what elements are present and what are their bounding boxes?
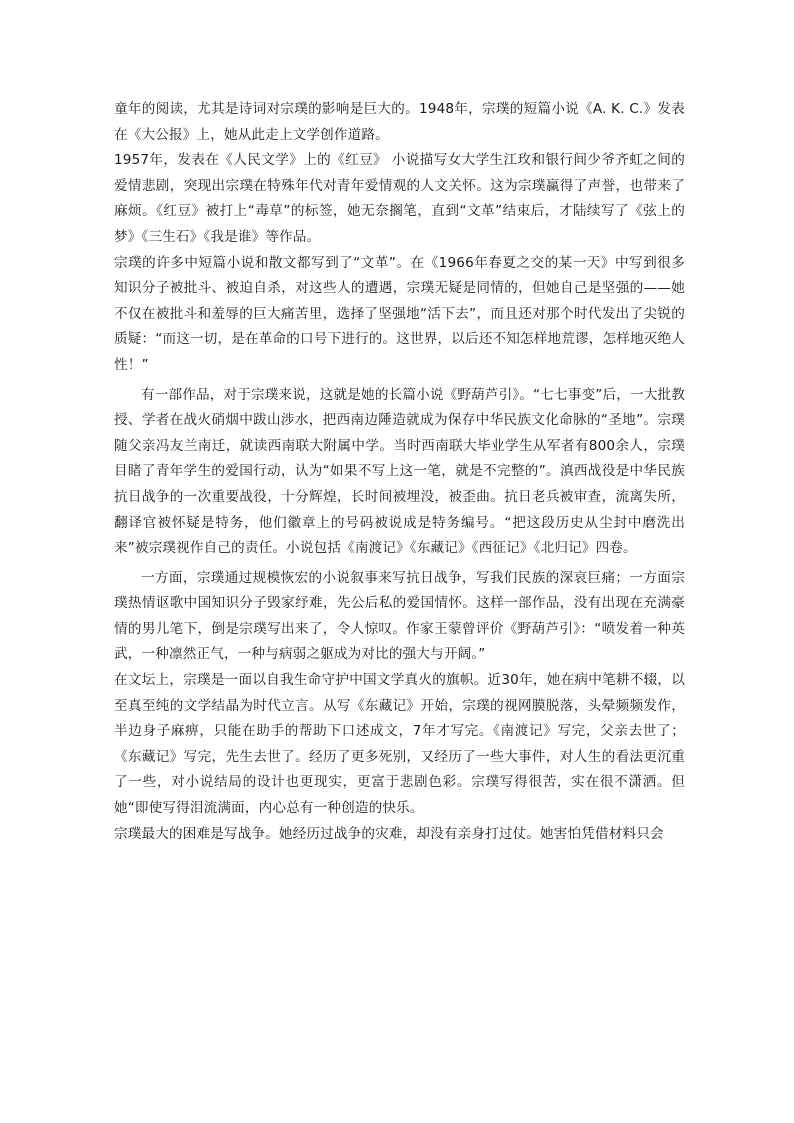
paragraph-childhood-reading: 童年的阅读，尤其是诗词对宗璞的影响是巨大的。1948年，宗璞的短篇小说《A. K. C.》发表在《大公报》上，她从此走上文学创作道路。 <box>114 101 685 143</box>
paragraph-red-beans: 1957年，发表在《人民文学》上的《红豆》 小说描写女大学生江玫和银行间少爷齐虹之间的爱情悲剧，突现出宗璞在特殊年代对青年爱情观的人文关怀。这为宗璞赢得了声誉，也带来了麻烦。《红豆》被打上“毒草”的标签，她无奈搁笔，直到“文革”结束后，才陆续写了《弦上的梦》《三生石》《我是谁》等作品。 <box>114 152 685 245</box>
document-body <box>114 97 685 847</box>
paragraph-wild-gourd-novel: 有一部作品，对于宗璞来说，这就是她的长篇小说《野葫芦引》。“七七事变”后，一大批教授、学者在战火硝烟中跋山涉水，把西南边陲造就成为保存中华民族文化命脉的“圣地”。宗璞随父亲冯友兰南迁，就读西南联大附属中学。当时西南联大毕业学生从军者有800余人，宗璞目睹了青年学生的爱国行动，认为“如果不写上这一笔，就是不完整的”。滇西战役是中华民族抗日战争的一次重要战役，十分辉煌，长时间被埋没，被歪曲。抗日老兵被审查，流离失所，翻译官被怀疑是特务，他们徽章上的号码被说成是特务编号。“把这段历史从尘封中磨洗出来”被宗璞视作自己的责任。小说包括《南渡记》《东藏记》《西征记》《北归记》四卷。 <box>114 386 685 557</box>
paragraph-cultural-revolution: 宗璞的许多中短篇小说和散文都写到了“文革”。在《1966年春夏之交的某一天》中写到很多知识分子被批斗、被迫自杀，对这些人的遭遇，宗璞无疑是同情的，但她自己是坚强的——她不仅在被批斗和羞辱的巨大痛苦里，选择了坚强地“活下去”，而且还对那个时代发出了尖锐的质疑：“而这一切，是在革命的口号下进行的。这世界，以后还不知怎样地荒谬，怎样地灭绝人性！” <box>114 254 685 373</box>
paragraph-anti-japanese-war: 一方面，宗璞通过规模恢宏的小说叙事来写抗日战争，写我们民族的深哀巨痛；一方面宗璞热情讴歌中国知识分子毁家纾难，先公后私的爱国情怀。这样一部作品，没有出现在充满豪情的男儿笔下，倒是宗璞写出来了，令人惊叹。作家王蒙曾评价《野葫芦引》：“喷发着一种英武，一种凛然正气，一种与病弱之躯成为对比的强大与开阔。” <box>114 569 685 663</box>
paragraph-literary-banner: 在文坛上，宗璞是一面以自我生命守护中国文学真火的旗帜。近30年，她在病中笔耕不辍，以至真至纯的文学结晶为时代立言。从写《东藏记》开始，宗璞的视网膜脱落，头晕频频发作，半边身子麻痹，只能在助手的帮助下口述成文，7年才写完。《南渡记》写完，父亲去世了；《东藏记》写完，先生去世了。经历了更多死别，又经历了一些大事件，对人生的看法更沉重了一些，对小说结局的设计也更现实，更富于悲剧色彩。宗璞写得很苦，实在很不潇洒。但她“即使写得泪流满面，内心总有一种创造的快乐。 <box>114 672 685 817</box>
paragraph-writing-war: 宗璞最大的困难是写战争。她经历过战争的灾难，却没有亲身打过仗。她害怕凭借材料只会 <box>114 825 664 842</box>
